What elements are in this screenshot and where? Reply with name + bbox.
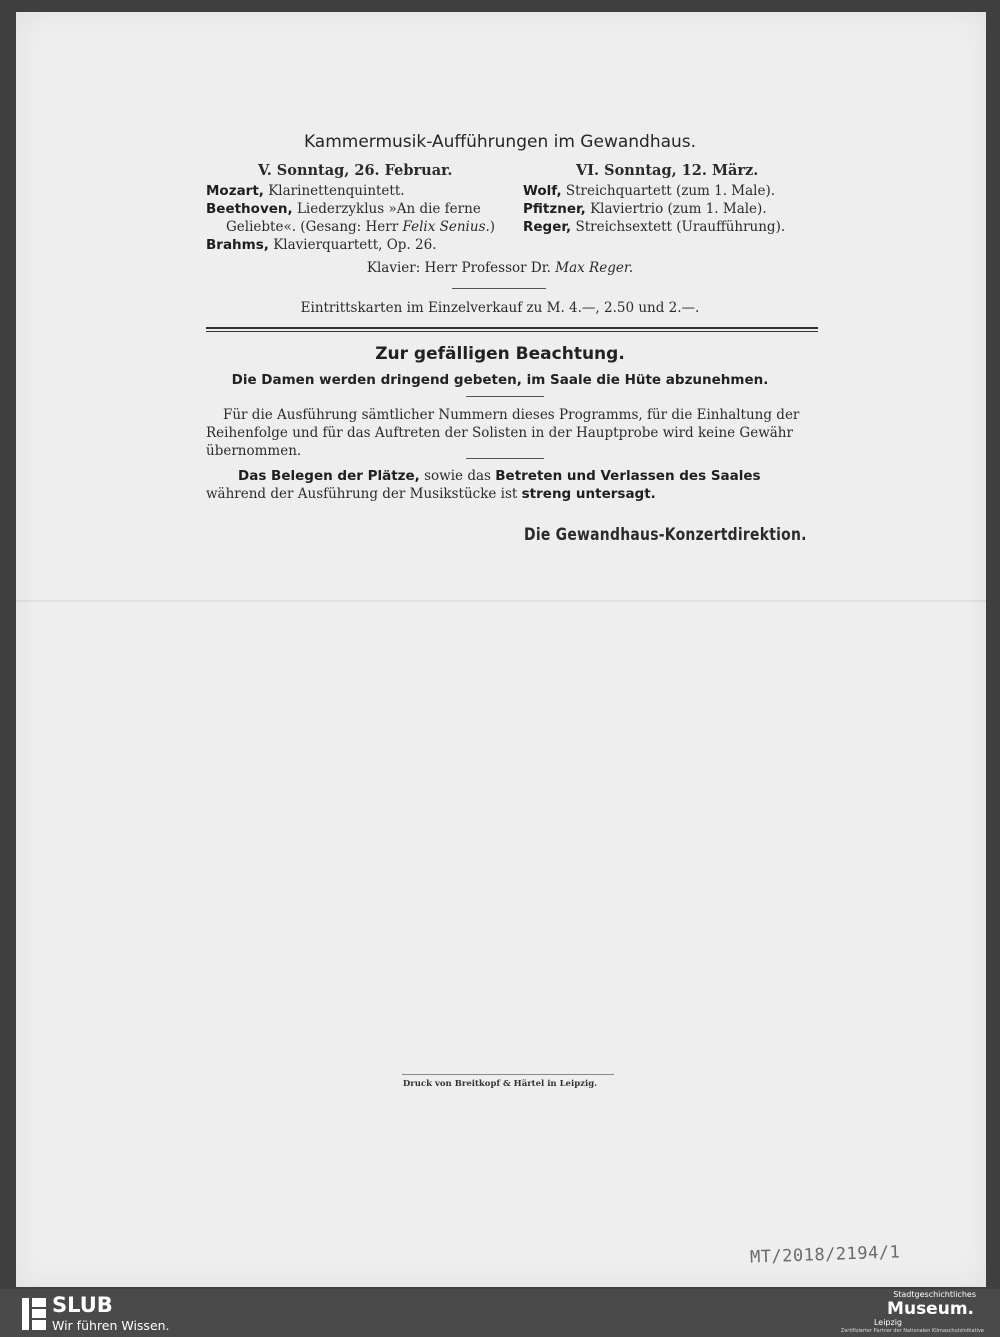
notice-heading: Zur gefälligen Beachtung. — [375, 344, 625, 364]
concert-6-item — [523, 182, 775, 200]
concert-5-item — [206, 200, 481, 218]
work-title: Klaviertrio (zum 1. Male). — [590, 201, 767, 217]
singer-name: Felix Senius. — [402, 219, 490, 235]
disclaimer-line: Reihenfolge und für das Auftreten der Solisten in der Hauptprobe wird keine Gewähr — [206, 425, 793, 441]
double-rule-top — [206, 327, 818, 329]
work-title-continued: Geliebte«. (Gesang: Herr — [226, 219, 399, 235]
work-title: Streichsextett (Uraufführung). — [575, 219, 786, 235]
seating-text: sowie das — [424, 468, 491, 484]
paper-fold — [16, 600, 986, 602]
document-page — [16, 12, 986, 1287]
museum-certification: Zertifizierter Partner der Nationalen Klimaschutzinitiative — [840, 1328, 984, 1334]
slub-logo-icon — [22, 1298, 46, 1330]
piano-label: Klavier: Herr Professor Dr. — [366, 260, 551, 276]
concert-5-heading: V. Sonntag, 26. Februar. — [258, 162, 453, 179]
printer-rule — [402, 1074, 614, 1075]
short-divider — [466, 458, 544, 459]
museum-line1: Stadtgeschichtliches — [893, 1290, 976, 1299]
disclaimer-line: übernommen. — [206, 443, 302, 459]
work-title: Klarinettenquintett. — [268, 183, 405, 199]
concert-6-item — [523, 200, 767, 218]
museum-name: Museum. — [887, 1299, 974, 1319]
seating-text: während der Ausführung der Musikstücke ist — [206, 486, 518, 502]
program-title: Kammermusik-Aufführungen im Gewandhaus. — [303, 132, 697, 152]
slub-tagline: Wir führen Wissen. — [52, 1318, 170, 1333]
work-title: Liederzyklus »An die ferne — [296, 201, 481, 217]
seating-notice-line — [238, 467, 761, 485]
signature-directorate: Die Gewandhaus-Konzertdirektion. — [524, 525, 807, 545]
concert-5-item — [206, 182, 405, 200]
composer-name: Wolf, — [523, 183, 562, 199]
concert-6-heading: VI. Sonntag, 12. März. — [576, 162, 759, 179]
piano-credit — [0, 259, 1000, 277]
slub-name: SLUB — [52, 1293, 113, 1317]
pianist-name: Max Reger. — [555, 260, 634, 276]
seating-bold: Betreten und Verlassen des Saales — [495, 468, 761, 484]
hats-notice: Die Damen werden dringend gebeten, im Saale die Hüte abzunehmen. — [231, 372, 769, 388]
seating-bold: Das Belegen der Plätze, — [238, 468, 420, 484]
work-title: Streichquartett (zum 1. Male). — [565, 183, 776, 199]
composer-name: Pfitzner, — [523, 201, 586, 217]
closing-paren: ) — [489, 219, 496, 235]
short-divider — [466, 396, 544, 397]
museum-city: Leipzig — [873, 1318, 902, 1327]
double-rule-bottom — [206, 331, 818, 332]
composer-name: Brahms, — [206, 237, 269, 253]
concert-5-item-continued — [226, 218, 495, 236]
concert-5-item — [206, 236, 437, 254]
seating-notice-line — [206, 485, 656, 503]
printer-credit: Druck von Breitkopf & Härtel in Leipzig. — [402, 1079, 598, 1089]
short-divider — [452, 288, 546, 289]
archive-mark: MT/2018/2194/1 — [749, 1242, 901, 1268]
disclaimer-line: Für die Ausführung sämtlicher Nummern dieses Programms, für die Einhaltung der — [223, 407, 800, 423]
seating-bold: streng untersagt. — [521, 486, 656, 502]
ticket-prices: Eintrittskarten im Einzelverkauf zu M. 4.—, 2.50 und 2.—. — [300, 300, 700, 316]
composer-name: Mozart, — [206, 183, 264, 199]
composer-name: Reger, — [523, 219, 572, 235]
work-title: Klavierquartett, Op. 26. — [273, 237, 437, 253]
concert-6-item — [523, 218, 785, 236]
composer-name: Beethoven, — [206, 201, 293, 217]
